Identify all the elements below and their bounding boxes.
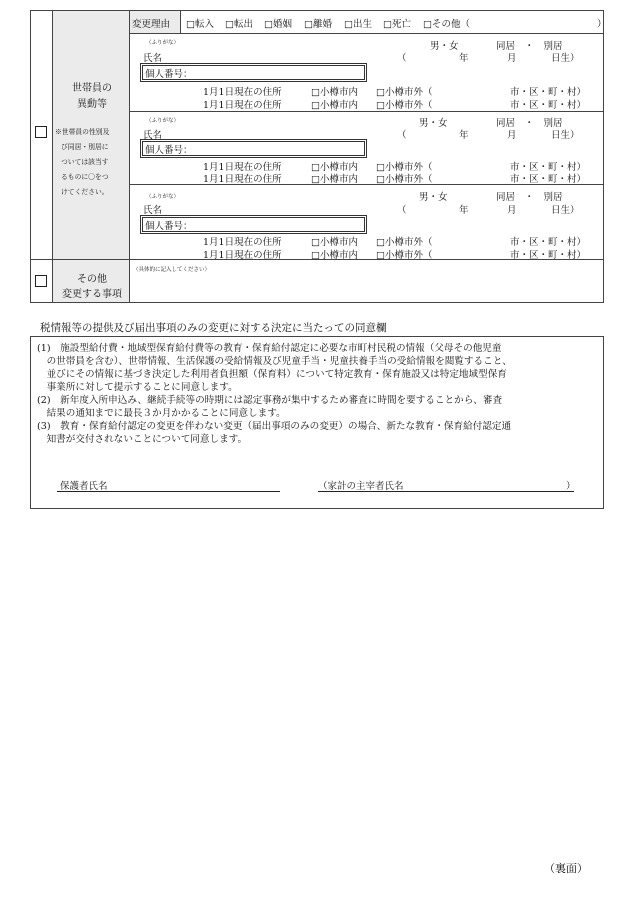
member-title: 世帯員の xyxy=(72,83,112,94)
address-outside-city[interactable]: □小樽市外（ xyxy=(376,162,433,173)
birth-open: （ xyxy=(397,205,407,216)
birth-year: 年 xyxy=(459,205,469,216)
household-head-field[interactable] xyxy=(318,491,574,492)
consent-line: 並びにその情報に基づき決定した利用者負担額（保育料）について特定教育・保育施設又は特定地域型保育 xyxy=(37,369,507,380)
consent-heading: 税情報等の提供及び届出事項のみの変更に対する決定に当たっての同意欄 xyxy=(40,322,387,334)
address-outside-city[interactable]: □小樽市外（ xyxy=(376,100,433,111)
birth-open: （ xyxy=(397,130,407,141)
kojin-number-label: 個人番号： xyxy=(145,221,193,232)
cohab-select[interactable]: 同居 ・ 別居 xyxy=(496,41,563,52)
page-side-label: （裏面） xyxy=(544,862,588,875)
consent-line: (2) 新年度入所申込み、継続手続等の時期には認定事務が集中するため審査に時間を要することから、審査 xyxy=(37,395,503,406)
reason-option-death[interactable]: □死亡 xyxy=(383,19,411,30)
furigana-label: （ふりがな） xyxy=(146,40,180,46)
sex-select[interactable]: 男・女 xyxy=(419,118,448,129)
address-outside-city[interactable]: □小樽市外（ xyxy=(376,250,433,261)
reason-option-move-in[interactable]: □転入 xyxy=(186,19,214,30)
name-label: 氏名 xyxy=(143,127,162,142)
address-muni: 市・区・町・村） xyxy=(510,87,587,98)
birth-year: 年 xyxy=(459,53,469,64)
address-label: 1月1日現在の住所 xyxy=(203,87,282,98)
address-label: 1月1日現在の住所 xyxy=(203,237,282,248)
other-checkbox[interactable] xyxy=(35,275,47,287)
birth-day: 日生） xyxy=(551,53,580,64)
address-outside-city[interactable]: □小樽市外（ xyxy=(376,174,433,185)
member-checkbox[interactable] xyxy=(35,126,47,138)
member-note: ※世帯員の性別及 び同居・別居に ついては該当す るものに〇をつ けてください。 xyxy=(55,128,110,196)
cohab-select[interactable]: 同居 ・ 別居 xyxy=(496,192,563,203)
address-muni: 市・区・町・村） xyxy=(510,250,587,261)
other-title: その他 xyxy=(77,274,107,285)
address-outside-city[interactable]: □小樽市外（ xyxy=(376,237,433,248)
divider xyxy=(129,33,604,34)
birth-month: 月 xyxy=(507,205,517,216)
member-title: 異動等 xyxy=(77,99,107,110)
address-muni: 市・区・町・村） xyxy=(510,237,587,248)
address-in-city[interactable]: □小樽市内 xyxy=(311,237,358,248)
address-muni: 市・区・町・村） xyxy=(510,100,587,111)
kojin-number-label: 個人番号： xyxy=(145,69,193,80)
consent-line: 事業所に対して提示することに同意します。 xyxy=(37,382,238,393)
consent-line: (1) 施設型給付費・地域型保育給付費等の教育・保育給付認定に必要な市町村民税の情報（父母その他児童 xyxy=(37,343,502,354)
birth-month: 月 xyxy=(507,130,517,141)
address-in-city[interactable]: □小樽市内 xyxy=(311,250,358,261)
address-label: 1月1日現在の住所 xyxy=(203,100,282,111)
address-label: 1月1日現在の住所 xyxy=(203,162,282,173)
consent-text xyxy=(37,342,602,446)
reason-option-other[interactable]: □その他（ xyxy=(423,19,470,30)
name-label: 氏名 xyxy=(143,50,162,65)
reason-option-marriage[interactable]: □婚姻 xyxy=(264,19,292,30)
address-label: 1月1日現在の住所 xyxy=(203,250,282,261)
guardian-name-field[interactable] xyxy=(57,491,280,492)
other-hint: （具体的に記入してください） xyxy=(133,267,211,273)
reason-option-divorce[interactable]: □離婚 xyxy=(304,19,332,30)
other-input-area[interactable] xyxy=(131,274,601,300)
birth-day: 日生） xyxy=(551,205,580,216)
reason-option-birth[interactable]: □出生 xyxy=(344,19,372,30)
address-muni: 市・区・町・村） xyxy=(510,162,587,173)
household-head-label: （家計の主宰者氏名 xyxy=(318,481,404,492)
birth-day: 日生） xyxy=(551,130,580,141)
other-title: 変更する事項 xyxy=(62,289,122,300)
address-in-city[interactable]: □小樽市内 xyxy=(311,174,358,185)
furigana-label: （ふりがな） xyxy=(146,118,180,124)
address-muni: 市・区・町・村） xyxy=(510,174,587,185)
birth-month: 月 xyxy=(507,53,517,64)
household-head-close: ） xyxy=(566,481,576,492)
reason-close: ） xyxy=(597,19,607,30)
consent-line: 結果の通知までに最長３か月かかることに同意します。 xyxy=(37,408,286,419)
address-in-city[interactable]: □小樽市内 xyxy=(311,162,358,173)
address-label: 1月1日現在の住所 xyxy=(203,174,282,185)
kojin-number-label: 個人番号： xyxy=(145,145,193,156)
address-outside-city[interactable]: □小樽市外（ xyxy=(376,87,433,98)
reason-label: 変更理由 xyxy=(132,19,171,30)
consent-line: 知書が交付されないことについて同意します。 xyxy=(37,434,248,445)
birth-year: 年 xyxy=(459,130,469,141)
address-in-city[interactable]: □小樽市内 xyxy=(311,100,358,111)
sex-select[interactable]: 男・女 xyxy=(419,192,448,203)
divider xyxy=(180,10,181,33)
name-label: 氏名 xyxy=(143,202,162,217)
guardian-name-label: 保護者氏名 xyxy=(60,481,108,492)
divider xyxy=(129,111,604,112)
reason-option-move-out[interactable]: □転出 xyxy=(225,19,253,30)
furigana-label: （ふりがな） xyxy=(146,194,180,200)
address-in-city[interactable]: □小樽市内 xyxy=(311,87,358,98)
sex-select[interactable]: 男・女 xyxy=(430,41,459,52)
consent-line: (3) 教育・保育給付認定の変更を伴わない変更（届出事項のみの変更）の場合、新たな教育・保育給付認定通 xyxy=(37,421,512,432)
consent-line: の世帯員を含む）、世帯情報、生活保護の受給情報及び児童手当・児童扶養手当の受給情報を閲覧すること、 xyxy=(37,356,512,367)
birth-open: （ xyxy=(397,53,407,64)
cohab-select[interactable]: 同居 ・ 別居 xyxy=(496,118,563,129)
